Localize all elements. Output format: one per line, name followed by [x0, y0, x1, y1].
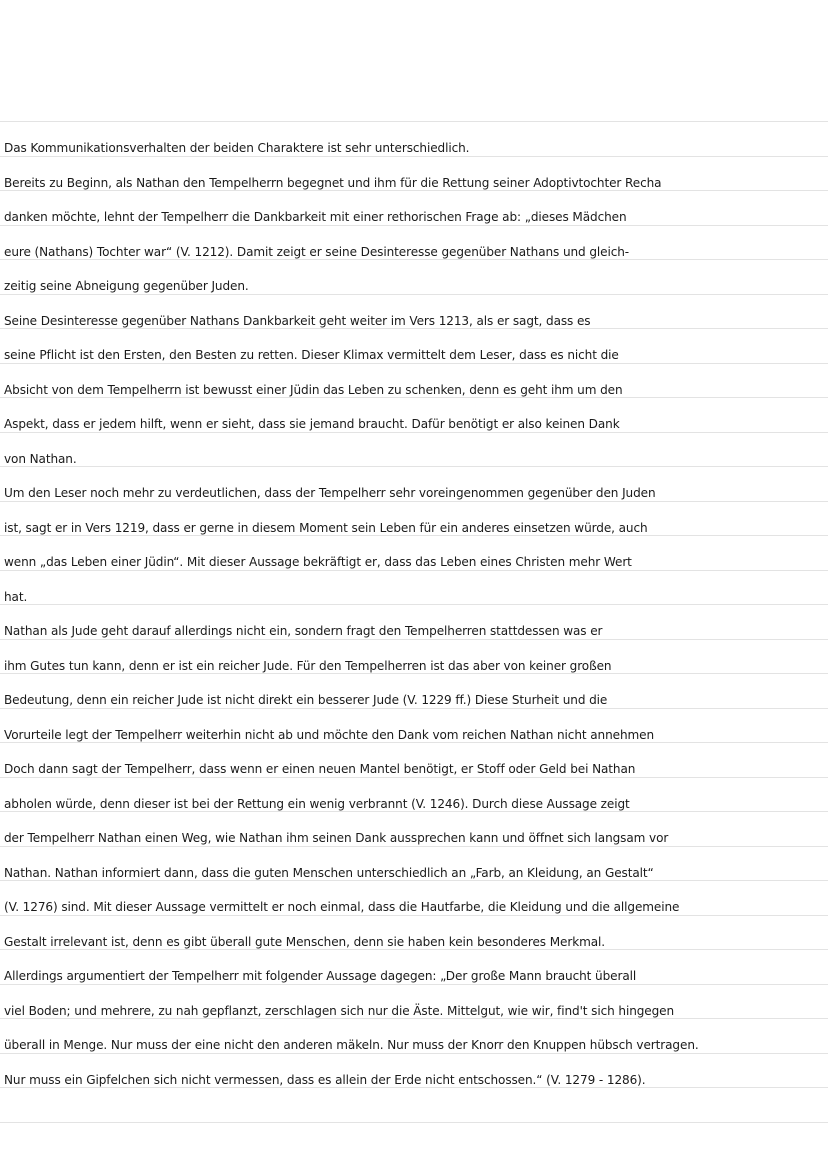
text-line: der Tempelherr Nathan einen Weg, wie Nathan ihm seinen Dank aussprechen kann und öffnet sich langsam vor [4, 831, 669, 845]
text-line: ist, sagt er in Vers 1219, dass er gerne in diesem Moment sein Leben für ein anderes einsetzen würde, auch [4, 521, 648, 535]
text-line: Das Kommunikationsverhalten der beiden Charaktere ist sehr unterschiedlich. [4, 141, 470, 155]
text-line: Nathan als Jude geht darauf allerdings nicht ein, sondern fragt den Tempelherren stattdessen was er [4, 624, 603, 638]
text-line: Um den Leser noch mehr zu verdeutlichen, dass der Tempelherr sehr voreingenommen gegenüber den Juden [4, 486, 656, 500]
text-line: Nathan. Nathan informiert dann, dass die guten Menschen unterschiedlich an „Farb, an Kleidung, an Gestalt“ [4, 866, 654, 880]
text-line: wenn „das Leben einer Jüdin“. Mit dieser Aussage bekräftigt er, dass das Leben eines Christen mehr Wert [4, 555, 632, 569]
text-line: (V. 1276) sind. Mit dieser Aussage vermittelt er noch einmal, dass die Hautfarbe, die Kleidung und die allgemeine [4, 900, 680, 914]
text-line: viel Boden; und mehrere, zu nah gepflanzt, zerschlagen sich nur die Äste. Mittelgut, wie wir, find't sich hingegen [4, 1004, 675, 1018]
text-line: überall in Menge. Nur muss der eine nicht den anderen mäkeln. Nur muss der Knorr den Knuppen hübsch vertragen. [4, 1038, 699, 1052]
text-line: seine Pflicht ist den Ersten, den Besten zu retten. Dieser Klimax vermittelt dem Leser, dass es nicht die [4, 348, 619, 362]
text-line: Gestalt irrelevant ist, denn es gibt überall gute Menschen, denn sie haben kein besonderes Merkmal. [4, 935, 606, 949]
text-line: danken möchte, lehnt der Tempelherr die Dankbarkeit mit einer rethorischen Frage ab: „dieses Mädchen [4, 210, 627, 224]
text-line: Allerdings argumentiert der Tempelherr mit folgender Aussage dagegen: „Der große Mann braucht überall [4, 969, 637, 983]
text-line: hat. [4, 590, 28, 604]
text-line: Bedeutung, denn ein reicher Jude ist nicht direkt ein besserer Jude (V. 1229 ff.) Diese Sturheit und die [4, 693, 608, 707]
text-line: ihm Gutes tun kann, denn er ist ein reicher Jude. Für den Tempelherren ist das aber von keiner großen [4, 659, 612, 673]
text-line: Nur muss ein Gipfelchen sich nicht vermessen, dass es allein der Erde nicht entschossen.“ (V. 1279 - 1286). [4, 1073, 646, 1087]
text-line: Absicht von dem Tempelherrn ist bewusst einer Jüdin das Leben zu schenken, denn es geht ihm um den [4, 383, 623, 397]
rule-line [0, 1122, 828, 1123]
rule-line [0, 121, 828, 122]
text-line: Aspekt, dass er jedem hilft, wenn er sieht, dass sie jemand braucht. Dafür benötigt er also keinen Dank [4, 417, 620, 431]
text-line: Bereits zu Beginn, als Nathan den Tempelherrn begegnet und ihm für die Rettung seiner Adoptivtochter Recha [4, 176, 662, 190]
text-line: Vorurteile legt der Tempelherr weiterhin nicht ab und möchte den Dank vom reichen Nathan nicht annehmen [4, 728, 655, 742]
text-line: eure (Nathans) Tochter war“ (V. 1212). Damit zeigt er seine Desinteresse gegenüber Nathans und gleich- [4, 245, 630, 259]
text-line: Seine Desinteresse gegenüber Nathans Dankbarkeit geht weiter im Vers 1213, als er sagt, dass es [4, 314, 591, 328]
text-line: Doch dann sagt der Tempelherr, dass wenn er einen neuen Mantel benötigt, er Stoff oder Geld bei Nathan [4, 762, 636, 776]
text-line: abholen würde, denn dieser ist bei der Rettung ein wenig verbrannt (V. 1246). Durch diese Aussage zeigt [4, 797, 630, 811]
text-line: von Nathan. [4, 452, 77, 466]
text-line: zeitig seine Abneigung gegenüber Juden. [4, 279, 249, 293]
